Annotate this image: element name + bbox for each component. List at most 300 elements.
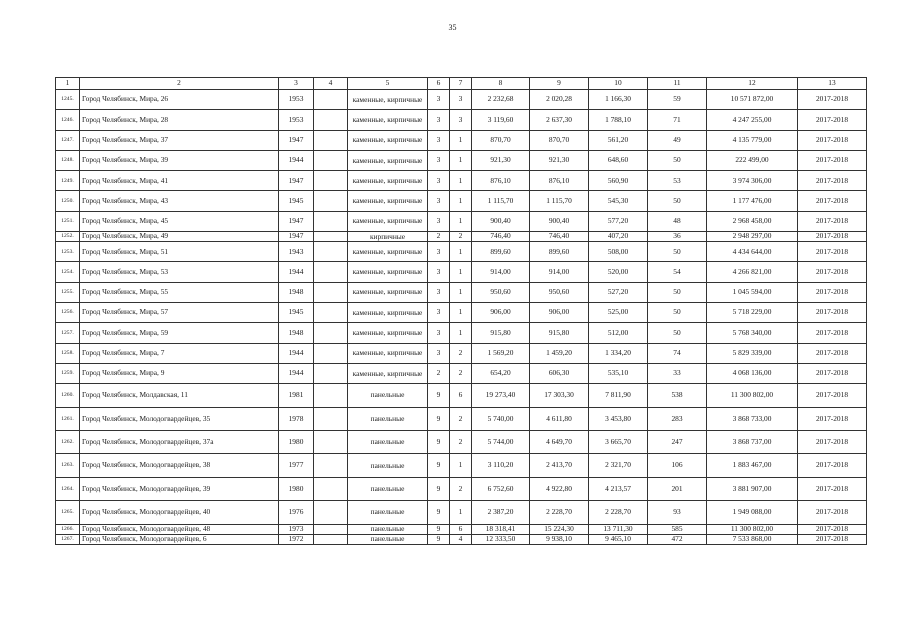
living-area-cell: 2 228,70	[530, 501, 589, 524]
living-area-cell: 921,30	[530, 150, 589, 170]
cost-cell: 11 300 802,00	[707, 524, 798, 534]
address-cell: Город Челябинск, Мира, 41	[80, 171, 279, 191]
period-cell: 2017-2018	[798, 384, 867, 407]
row-number-cell: 1258.	[56, 343, 80, 363]
year-cell: 1977	[279, 454, 314, 477]
row-number-cell: 1245.	[56, 90, 80, 110]
living-area-cell: 9 938,10	[530, 534, 589, 544]
total-area-cell: 915,80	[472, 323, 530, 343]
entrances-cell: 1	[450, 191, 472, 211]
address-cell: Город Челябинск, Мира, 39	[80, 150, 279, 170]
year-cell: 1943	[279, 242, 314, 262]
year-cell: 1976	[279, 501, 314, 524]
area-cell: 7 811,90	[589, 384, 648, 407]
cost-cell: 4 068 136,00	[707, 363, 798, 383]
wall-material-cell: каменные, кирпичные	[348, 150, 428, 170]
cost-cell: 3 974 306,00	[707, 171, 798, 191]
total-area-cell: 654,20	[472, 363, 530, 383]
floors-cell: 3	[428, 130, 450, 150]
cost-cell: 5 718 229,00	[707, 302, 798, 322]
col4-cell	[314, 524, 348, 534]
col4-cell	[314, 191, 348, 211]
residents-cell: 50	[648, 302, 707, 322]
column-number-cell: 5	[348, 78, 428, 90]
period-cell: 2017-2018	[798, 242, 867, 262]
residents-cell: 49	[648, 130, 707, 150]
year-cell: 1947	[279, 130, 314, 150]
wall-material-cell: каменные, кирпичные	[348, 282, 428, 302]
cost-cell: 1 045 594,00	[707, 282, 798, 302]
residents-cell: 48	[648, 211, 707, 231]
col4-cell	[314, 242, 348, 262]
total-area-cell: 19 273,40	[472, 384, 530, 407]
address-cell: Город Челябинск, Мира, 37	[80, 130, 279, 150]
housing-register-table	[55, 77, 867, 545]
period-cell: 2017-2018	[798, 130, 867, 150]
floors-cell: 3	[428, 343, 450, 363]
entrances-cell: 2	[450, 430, 472, 453]
row-number-cell: 1254.	[56, 262, 80, 282]
floors-cell: 3	[428, 211, 450, 231]
entrances-cell: 1	[450, 302, 472, 322]
table-row	[56, 343, 867, 363]
table-row	[56, 191, 867, 211]
living-area-cell: 950,60	[530, 282, 589, 302]
area-cell: 3 453,80	[589, 407, 648, 430]
year-cell: 1981	[279, 384, 314, 407]
row-number-cell: 1264.	[56, 477, 80, 500]
entrances-cell: 6	[450, 384, 472, 407]
wall-material-cell: панельные	[348, 524, 428, 534]
total-area-cell: 1 569,20	[472, 343, 530, 363]
address-cell: Город Челябинск, Мира, 45	[80, 211, 279, 231]
table-row	[56, 534, 867, 544]
cost-cell: 3 868 733,00	[707, 407, 798, 430]
row-number-cell: 1251.	[56, 211, 80, 231]
period-cell: 2017-2018	[798, 524, 867, 534]
column-number-cell: 9	[530, 78, 589, 90]
period-cell: 2017-2018	[798, 302, 867, 322]
wall-material-cell: панельные	[348, 454, 428, 477]
row-number-cell: 1246.	[56, 110, 80, 130]
area-cell: 1 334,20	[589, 343, 648, 363]
address-cell: Город Челябинск, Мира, 55	[80, 282, 279, 302]
column-number-cell: 11	[648, 78, 707, 90]
table-row	[56, 282, 867, 302]
table-row	[56, 302, 867, 322]
row-number-cell: 1250.	[56, 191, 80, 211]
cost-cell: 2 968 458,00	[707, 211, 798, 231]
area-cell: 512,00	[589, 323, 648, 343]
period-cell: 2017-2018	[798, 534, 867, 544]
col4-cell	[314, 211, 348, 231]
col4-cell	[314, 363, 348, 383]
area-cell: 1 788,10	[589, 110, 648, 130]
col4-cell	[314, 232, 348, 242]
wall-material-cell: кирпичные	[348, 232, 428, 242]
wall-material-cell: панельные	[348, 430, 428, 453]
cost-cell: 3 868 737,00	[707, 430, 798, 453]
column-number-cell: 1	[56, 78, 80, 90]
total-area-cell: 900,40	[472, 211, 530, 231]
row-number-cell: 1265.	[56, 501, 80, 524]
col4-cell	[314, 302, 348, 322]
column-number-cell: 4	[314, 78, 348, 90]
area-cell: 535,10	[589, 363, 648, 383]
residents-cell: 33	[648, 363, 707, 383]
wall-material-cell: панельные	[348, 534, 428, 544]
total-area-cell: 906,00	[472, 302, 530, 322]
table-row	[56, 150, 867, 170]
page-number: 35	[448, 23, 457, 32]
column-number-cell: 8	[472, 78, 530, 90]
living-area-cell: 746,40	[530, 232, 589, 242]
wall-material-cell: каменные, кирпичные	[348, 171, 428, 191]
wall-material-cell: каменные, кирпичные	[348, 343, 428, 363]
area-cell: 9 465,10	[589, 534, 648, 544]
cost-cell: 4 247 255,00	[707, 110, 798, 130]
cost-cell: 10 571 872,00	[707, 90, 798, 110]
entrances-cell: 1	[450, 501, 472, 524]
table-row	[56, 211, 867, 231]
table-row	[56, 384, 867, 407]
area-cell: 1 166,30	[589, 90, 648, 110]
row-number-cell: 1267.	[56, 534, 80, 544]
total-area-cell: 3 119,60	[472, 110, 530, 130]
area-cell: 545,30	[589, 191, 648, 211]
living-area-cell: 2 637,30	[530, 110, 589, 130]
living-area-cell: 4 611,80	[530, 407, 589, 430]
residents-cell: 106	[648, 454, 707, 477]
entrances-cell: 1	[450, 242, 472, 262]
residents-cell: 585	[648, 524, 707, 534]
table-body	[56, 78, 867, 545]
total-area-cell: 5 744,00	[472, 430, 530, 453]
year-cell: 1980	[279, 477, 314, 500]
cost-cell: 4 135 779,00	[707, 130, 798, 150]
wall-material-cell: панельные	[348, 477, 428, 500]
cost-cell: 5 829 339,00	[707, 343, 798, 363]
wall-material-cell: каменные, кирпичные	[348, 90, 428, 110]
floors-cell: 3	[428, 282, 450, 302]
table-row	[56, 407, 867, 430]
col4-cell	[314, 477, 348, 500]
col4-cell	[314, 171, 348, 191]
total-area-cell: 870,70	[472, 130, 530, 150]
residents-cell: 54	[648, 262, 707, 282]
wall-material-cell: каменные, кирпичные	[348, 191, 428, 211]
living-area-cell: 17 303,30	[530, 384, 589, 407]
table-row	[56, 323, 867, 343]
period-cell: 2017-2018	[798, 150, 867, 170]
table-row	[56, 242, 867, 262]
living-area-cell: 606,30	[530, 363, 589, 383]
residents-cell: 50	[648, 242, 707, 262]
period-cell: 2017-2018	[798, 282, 867, 302]
period-cell: 2017-2018	[798, 110, 867, 130]
area-cell: 577,20	[589, 211, 648, 231]
period-cell: 2017-2018	[798, 211, 867, 231]
address-cell: Город Челябинск, Молдавская, 11	[80, 384, 279, 407]
address-cell: Город Челябинск, Молодогвардейцев, 35	[80, 407, 279, 430]
area-cell: 560,90	[589, 171, 648, 191]
area-cell: 520,00	[589, 262, 648, 282]
wall-material-cell: каменные, кирпичные	[348, 262, 428, 282]
area-cell: 13 711,30	[589, 524, 648, 534]
wall-material-cell: панельные	[348, 407, 428, 430]
floors-cell: 2	[428, 232, 450, 242]
row-number-cell: 1266.	[56, 524, 80, 534]
year-cell: 1980	[279, 430, 314, 453]
address-cell: Город Челябинск, Мира, 49	[80, 232, 279, 242]
row-number-cell: 1261.	[56, 407, 80, 430]
table-row	[56, 130, 867, 150]
residents-cell: 59	[648, 90, 707, 110]
floors-cell: 9	[428, 454, 450, 477]
column-number-cell: 13	[798, 78, 867, 90]
address-cell: Город Челябинск, Мира, 9	[80, 363, 279, 383]
living-area-cell: 899,60	[530, 242, 589, 262]
total-area-cell: 5 740,00	[472, 407, 530, 430]
total-area-cell: 12 333,50	[472, 534, 530, 544]
table-row	[56, 477, 867, 500]
cost-cell: 5 768 340,00	[707, 323, 798, 343]
residents-cell: 247	[648, 430, 707, 453]
table-row	[56, 171, 867, 191]
residents-cell: 50	[648, 191, 707, 211]
wall-material-cell: каменные, кирпичные	[348, 242, 428, 262]
living-area-cell: 1 459,20	[530, 343, 589, 363]
floors-cell: 3	[428, 302, 450, 322]
total-area-cell: 18 318,41	[472, 524, 530, 534]
entrances-cell: 2	[450, 477, 472, 500]
address-cell: Город Челябинск, Мира, 51	[80, 242, 279, 262]
column-number-cell: 7	[450, 78, 472, 90]
period-cell: 2017-2018	[798, 262, 867, 282]
area-cell: 508,00	[589, 242, 648, 262]
total-area-cell: 2 232,68	[472, 90, 530, 110]
address-cell: Город Челябинск, Молодогвардейцев, 39	[80, 477, 279, 500]
cost-cell: 1 949 088,00	[707, 501, 798, 524]
address-cell: Город Челябинск, Молодогвардейцев, 40	[80, 501, 279, 524]
total-area-cell: 3 110,20	[472, 454, 530, 477]
entrances-cell: 1	[450, 323, 472, 343]
period-cell: 2017-2018	[798, 501, 867, 524]
residents-cell: 283	[648, 407, 707, 430]
total-area-cell: 876,10	[472, 171, 530, 191]
entrances-cell: 1	[450, 262, 472, 282]
year-cell: 1978	[279, 407, 314, 430]
floors-cell: 9	[428, 501, 450, 524]
floors-cell: 9	[428, 534, 450, 544]
table-row	[56, 110, 867, 130]
col4-cell	[314, 150, 348, 170]
period-cell: 2017-2018	[798, 232, 867, 242]
entrances-cell: 1	[450, 171, 472, 191]
row-number-cell: 1259.	[56, 363, 80, 383]
year-cell: 1947	[279, 171, 314, 191]
wall-material-cell: каменные, кирпичные	[348, 302, 428, 322]
entrances-cell: 2	[450, 232, 472, 242]
entrances-cell: 3	[450, 110, 472, 130]
table-row	[56, 232, 867, 242]
living-area-cell: 1 115,70	[530, 191, 589, 211]
wall-material-cell: каменные, кирпичные	[348, 211, 428, 231]
table-row	[56, 454, 867, 477]
column-number-cell: 6	[428, 78, 450, 90]
table-row	[56, 363, 867, 383]
table-row	[56, 524, 867, 534]
entrances-cell: 2	[450, 363, 472, 383]
col4-cell	[314, 282, 348, 302]
floors-cell: 9	[428, 524, 450, 534]
floors-cell: 3	[428, 262, 450, 282]
row-number-cell: 1247.	[56, 130, 80, 150]
residents-cell: 50	[648, 323, 707, 343]
entrances-cell: 6	[450, 524, 472, 534]
col4-cell	[314, 110, 348, 130]
floors-cell: 9	[428, 430, 450, 453]
col4-cell	[314, 384, 348, 407]
column-number-cell: 10	[589, 78, 648, 90]
col4-cell	[314, 323, 348, 343]
period-cell: 2017-2018	[798, 477, 867, 500]
living-area-cell: 906,00	[530, 302, 589, 322]
entrances-cell: 1	[450, 282, 472, 302]
entrances-cell: 2	[450, 343, 472, 363]
area-cell: 2 228,70	[589, 501, 648, 524]
residents-cell: 71	[648, 110, 707, 130]
residents-cell: 50	[648, 150, 707, 170]
column-number-cell: 12	[707, 78, 798, 90]
table-row	[56, 262, 867, 282]
year-cell: 1947	[279, 211, 314, 231]
year-cell: 1944	[279, 150, 314, 170]
residents-cell: 472	[648, 534, 707, 544]
total-area-cell: 6 752,60	[472, 477, 530, 500]
floors-cell: 9	[428, 477, 450, 500]
area-cell: 527,20	[589, 282, 648, 302]
row-number-cell: 1262.	[56, 430, 80, 453]
address-cell: Город Челябинск, Мира, 26	[80, 90, 279, 110]
cost-cell: 11 300 802,00	[707, 384, 798, 407]
living-area-cell: 2 020,28	[530, 90, 589, 110]
address-cell: Город Челябинск, Мира, 53	[80, 262, 279, 282]
living-area-cell: 915,80	[530, 323, 589, 343]
cost-cell: 2 948 297,00	[707, 232, 798, 242]
column-number-row	[56, 78, 867, 90]
total-area-cell: 899,60	[472, 242, 530, 262]
entrances-cell: 3	[450, 90, 472, 110]
col4-cell	[314, 501, 348, 524]
floors-cell: 9	[428, 407, 450, 430]
table-row	[56, 501, 867, 524]
entrances-cell: 1	[450, 130, 472, 150]
living-area-cell: 4 922,80	[530, 477, 589, 500]
floors-cell: 3	[428, 110, 450, 130]
area-cell: 3 665,70	[589, 430, 648, 453]
period-cell: 2017-2018	[798, 191, 867, 211]
area-cell: 2 321,70	[589, 454, 648, 477]
cost-cell: 1 177 476,00	[707, 191, 798, 211]
residents-cell: 36	[648, 232, 707, 242]
period-cell: 2017-2018	[798, 343, 867, 363]
address-cell: Город Челябинск, Молодогвардейцев, 38	[80, 454, 279, 477]
col4-cell	[314, 454, 348, 477]
period-cell: 2017-2018	[798, 454, 867, 477]
area-cell: 648,60	[589, 150, 648, 170]
year-cell: 1947	[279, 232, 314, 242]
col4-cell	[314, 130, 348, 150]
col4-cell	[314, 343, 348, 363]
address-cell: Город Челябинск, Молодогвардейцев, 6	[80, 534, 279, 544]
floors-cell: 2	[428, 363, 450, 383]
living-area-cell: 900,40	[530, 211, 589, 231]
wall-material-cell: панельные	[348, 384, 428, 407]
total-area-cell: 950,60	[472, 282, 530, 302]
wall-material-cell: каменные, кирпичные	[348, 363, 428, 383]
living-area-cell: 4 649,70	[530, 430, 589, 453]
year-cell: 1972	[279, 534, 314, 544]
wall-material-cell: панельные	[348, 501, 428, 524]
period-cell: 2017-2018	[798, 171, 867, 191]
period-cell: 2017-2018	[798, 430, 867, 453]
entrances-cell: 2	[450, 407, 472, 430]
cost-cell: 3 881 907,00	[707, 477, 798, 500]
floors-cell: 3	[428, 90, 450, 110]
address-cell: Город Челябинск, Мира, 57	[80, 302, 279, 322]
col4-cell	[314, 90, 348, 110]
wall-material-cell: каменные, кирпичные	[348, 130, 428, 150]
wall-material-cell: каменные, кирпичные	[348, 110, 428, 130]
residents-cell: 74	[648, 343, 707, 363]
year-cell: 1948	[279, 282, 314, 302]
floors-cell: 3	[428, 150, 450, 170]
row-number-cell: 1263.	[56, 454, 80, 477]
area-cell: 561,20	[589, 130, 648, 150]
row-number-cell: 1252.	[56, 232, 80, 242]
residents-cell: 53	[648, 171, 707, 191]
col4-cell	[314, 534, 348, 544]
entrances-cell: 1	[450, 150, 472, 170]
row-number-cell: 1260.	[56, 384, 80, 407]
cost-cell: 4 266 821,00	[707, 262, 798, 282]
period-cell: 2017-2018	[798, 323, 867, 343]
year-cell: 1944	[279, 262, 314, 282]
column-number-cell: 3	[279, 78, 314, 90]
living-area-cell: 15 224,30	[530, 524, 589, 534]
address-cell: Город Челябинск, Мира, 28	[80, 110, 279, 130]
period-cell: 2017-2018	[798, 90, 867, 110]
address-cell: Город Челябинск, Молодогвардейцев, 48	[80, 524, 279, 534]
cost-cell: 222 499,00	[707, 150, 798, 170]
year-cell: 1944	[279, 343, 314, 363]
cost-cell: 7 533 868,00	[707, 534, 798, 544]
living-area-cell: 2 413,70	[530, 454, 589, 477]
col4-cell	[314, 407, 348, 430]
residents-cell: 538	[648, 384, 707, 407]
year-cell: 1953	[279, 90, 314, 110]
living-area-cell: 870,70	[530, 130, 589, 150]
year-cell: 1948	[279, 323, 314, 343]
floors-cell: 3	[428, 242, 450, 262]
total-area-cell: 1 115,70	[472, 191, 530, 211]
col4-cell	[314, 430, 348, 453]
table-row	[56, 430, 867, 453]
year-cell: 1945	[279, 302, 314, 322]
year-cell: 1973	[279, 524, 314, 534]
area-cell: 525,00	[589, 302, 648, 322]
